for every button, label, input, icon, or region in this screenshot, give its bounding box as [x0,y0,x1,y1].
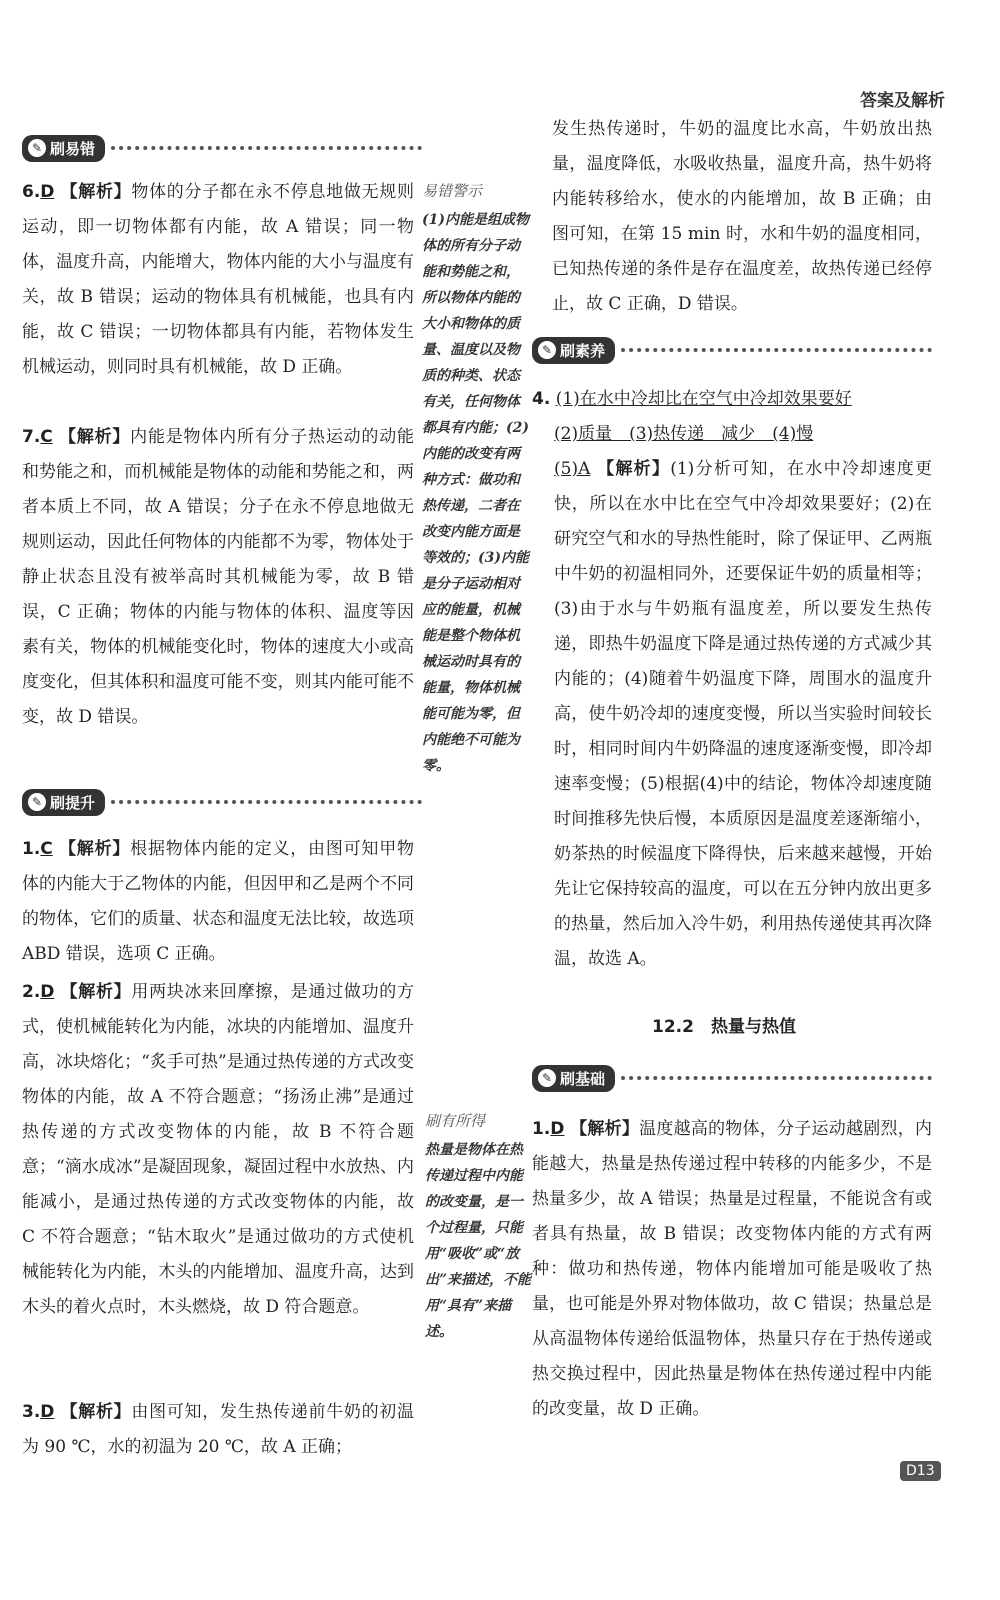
question-3-continued: 发生热传递时，牛奶的温度比水高，牛奶放出热量，温度降低，水吸收热量，温度升高，热牛奶将内能转移给水，使水的内能增加，故 B 正确；由图可知，在第 15 min 时，水和牛奶的温度相同，已知热传递的条件是存在温度差，故热传递已经停止，故 C 正确，D 错误。 [552,119,932,314]
explanation-text: 温度越高的物体，分子运动越剧烈，内能越大，热量是热传递过程中转移的内能多少，不是热量多少，故 A 错误；热量是过程量，不能说含有或者具有热量，故 B 错误；改变物体内能的方式有两种：做功和热传递，物体内能增加可能是吸收了热量，也可能是外界对物体做功，故 C 错误；热量总是从高温物体传递给低温物体，热量只存在于热传递或热交换过程中，因此热量是物体在热传递过程中内能的改变量，故 D 正确。 [532,1119,933,1419]
banner-label: 刷提升 [50,793,96,812]
explanation-text: (1)分析可知，在水中冷却速度更快，所以在水中比在空气中冷却效果要好；(2)在研究空气和水的导热性能时，除了保证甲、乙两瓶中牛奶的初温相同外，还要保证牛奶的质量相等；(3)由于水与牛奶瓶有温度差，所以要发生热传递，即热牛奶温度下降是通过热传递的方式减少其内能的；(4)随着牛奶温度下降，周围水的温度升高，使牛奶冷却的速度变慢，所以当实验时间较长时，相同时间内牛奶降温的速度逐渐变慢，即冷却速率变慢；(5)根据(4)中的结论，物体冷却速度随时间推移先快后慢，本质原因是温度差逐渐缩小，奶茶热的时候温度下降得快，后来越来越慢，开始先让它保持较高的温度，可以在五分钟内放出更多的热量，然后加入冷牛奶，利用热传递使其再次降温，故选 A。 [554,459,933,969]
sidebar-warning-text: (1)内能是组成物体的所有分子动能和势能之和，所以物体内能的大小和物体的质量、温度以及物质的种类、状态有关，任何物体都具有内能；(2)内能的改变有两种方式：做功和热传递，二者在改变内能方面是等效的；(3)内能是分子运动相对应的能量，机械能是整个物体机械运动时具有的能量，物体机械能可能为零，但内能绝不可能为零。 [422,212,529,774]
question-1b: 1.D 【解析】温度越高的物体，分子运动越剧烈，内能越大，热量是热传递过程中转移的内能多少，不是热量多少，故 A 错误；热量是过程量，不能说含有或者具有热量，故 B 错误；改变物体内能的方式有两种：做功和热传递，物体内能增加可能是吸收了热量，也可能是外界对物体做功，故 C 错误；热量总是从高温物体传递给低温物体，热量只存在于热传递或热交换过程中，因此热量是物体在热传递过程中内能的改变量，故 D 正确。 [532,1119,933,1419]
question-3: 3.D 【解析】由图可知，发生热传递前牛奶的初温为 90 ℃，水的初温为 20 ℃，故 A 正确； [22,1402,415,1457]
sidebar-gain-text: 热量是物体在热传递过程中内能的改变量，是一个过程量，只能用“吸收”或“放出”来描述，不能用“具有”来描述。 [425,1142,532,1340]
question-4: 4. (1)在水中冷却比在空气中冷却效果要好 (2)质量 (3)热传递 减少 (4)慢 (5)A 【解析】(1)分析可知，在水中冷却速度更快，所以在水中比在空气中冷却效果要好；(2)在研究空气和水的导热性能时，除了保证甲、乙两瓶中牛奶的初温相同外，还要保证牛奶的质量相等；(3)由于水与牛奶瓶有温度差，所以要发生热传递，即热牛奶温度下降是通过热传递的方式减少其内能的；(4)随着牛奶温度下降，周围水的温度升高，使牛奶冷却的速度变慢，所以当实验时间较长时，相同时间内牛奶降温的速度逐渐变慢，即冷却速率变慢；(5)根据(4)中的结论，物体冷却速度随时间推移先快后慢，本质原因是温度差逐渐缩小，奶茶热的时候温度下降得快，后来越来越慢，开始先让它保持较高的温度，可以在五分钟内放出更多的热量，然后加入冷牛奶，利用热传递使其再次降温，故选 A。 [532,389,933,969]
explanation-text: 根据物体内能的定义，由图可知甲物体的内能大于乙物体的内能，但因甲和乙是两个不同的物体，它们的质量、状态和温度无法比较，故选项 ABD 错误，选项 C 正确。 [22,839,415,964]
answer-letter: D [550,1119,565,1139]
pen-icon: ✎ [538,341,556,359]
answer-letter: D [40,982,55,1002]
banner-yicuo [22,128,422,168]
sidebar-gain-title: 刷有所得 [425,1112,486,1130]
answer-part-2: (2)质量 (3)热传递 减少 (4)慢 [554,424,814,444]
banner-suyang [532,330,932,370]
banner-label: 刷基础 [560,1069,606,1088]
explanation-text: 内能是物体内所有分子热运动的动能和势能之和，而机械能是物体的动能和势能之和，两者本质上不同，故 A 错误；分子在永不停息地做无规则运动，因此任何物体的内能都不为零，物体处于静止状态且没有被举高时其机械能为零，故 B 错误，C 正确；物体的内能与物体的体积、温度等因素有关，物体的机械能变化时，物体的速度大小或高度变化，但其体积和温度可能不变，则其内能可能不变，故 D 错误。 [22,427,415,727]
section-title: 12.2 热量与热值 [652,1017,796,1037]
answer-letter: D [40,1402,55,1422]
explanation-text: 物体的分子都在永不停息地做无规则运动，即一切物体都有内能，故 A 错误；同一物体，温度升高，内能增大，物体内能的大小与温度有关，故 B 错误；运动的物体具有机械能，也具有内能，故 C 错误；一切物体都具有内能，若物体发生机械运动，则同时具有机械能，故 D 正确。 [22,182,415,377]
question-2: 2.D 【解析】用两块冰来回摩擦，是通过做功的方式，使机械能转化为内能，冰块的内能增加、温度升高，冰块熔化；“炙手可热”是通过热传递的方式改变物体的内能，故 A 不符合题意；“扬汤止沸”是通过热传递的方式改变物体的内能，故 B 不符合题意；“滴水成冰”是凝固现象，凝固过程中水放热、内能减小，是通过热传递的方式改变物体的内能，故 C 不符合题意；“钻木取火”是通过做功的方式使机械能转化为内能，木头的内能增加、温度升高，达到木头的着火点时，木头燃烧，故 D 符合题意。 [22,982,415,1317]
page-header-title: 答案及解析 [860,91,945,111]
explanation-text: 由图可知，发生热传递前牛奶的初温为 90 ℃，水的初温为 20 ℃，故 A 正确； [22,1402,415,1457]
question-7: 7.C 【解析】内能是物体内所有分子热运动的动能和势能之和，而机械能是物体的动能和势能之和，两者本质上不同，故 A 错误；分子在永不停息地做无规则运动，因此任何物体的内能都不为零，物体处于静止状态且没有被举高时其机械能为零，故 B 错误，C 正确；物体的内能与物体的体积、温度等因素有关，物体的机械能变化时，物体的速度大小或高度变化，但其体积和温度可能不变，则其内能可能不变，故 D 错误。 [22,427,415,727]
page-number: D13 [900,1460,941,1481]
banner-label: 刷素养 [560,341,606,360]
question-6: 6.D 【解析】物体的分子都在永不停息地做无规则运动，即一切物体都有内能，故 A 错误；同一物体，温度升高，内能增大，物体内能的大小与温度有关，故 B 错误；运动的物体具有机械能，也具有内能，故 C 错误；一切物体都具有内能，若物体发生机械运动，则同时具有机械能，故 D 正确。 [22,182,415,377]
question-1: 1.C 【解析】根据物体内能的定义，由图可知甲物体的内能大于乙物体的内能，但因甲和乙是两个不同的物体，它们的质量、状态和温度无法比较，故选项 ABD 错误，选项 C 正确。 [22,839,415,964]
pen-icon: ✎ [538,1069,556,1087]
banner-tisheng [22,782,422,822]
dotted-divider [111,800,422,804]
pen-icon: ✎ [28,793,46,811]
pen-icon: ✎ [28,139,46,157]
answer-part-5: (5)A [554,459,591,479]
sidebar-gain [425,1110,533,1345]
sidebar-warning [422,180,530,779]
sidebar-warning-title: 易错警示 [422,182,483,200]
explanation-text: 用两块冰来回摩擦，是通过做功的方式，使机械能转化为内能，冰块的内能增加、温度升高，冰块熔化；“炙手可热”是通过热传递的方式改变物体的内能，故 A 不符合题意；“扬汤止沸”是通过热传递的方式改变物体的内能，故 B 不符合题意；“滴水成冰”是凝固现象，凝固过程中水放热、内能减小，是通过热传递的方式改变物体的内能，故 C 不符合题意；“钻木取火”是通过做功的方式使机械能转化为内能，木头的内能增加、温度升高，达到木头的着火点时，木头燃烧，故 D 符合题意。 [22,982,415,1317]
banner-label: 刷易错 [50,139,96,158]
banner-jichu [532,1058,932,1098]
dotted-divider [621,348,932,352]
answer-letter: C [40,839,53,859]
dotted-divider [111,146,422,150]
answer-letter: D [40,182,55,202]
answer-part-1: (1)在水中冷却比在空气中冷却效果要好 [555,389,852,409]
answer-letter: C [40,427,53,447]
dotted-divider [621,1076,932,1080]
